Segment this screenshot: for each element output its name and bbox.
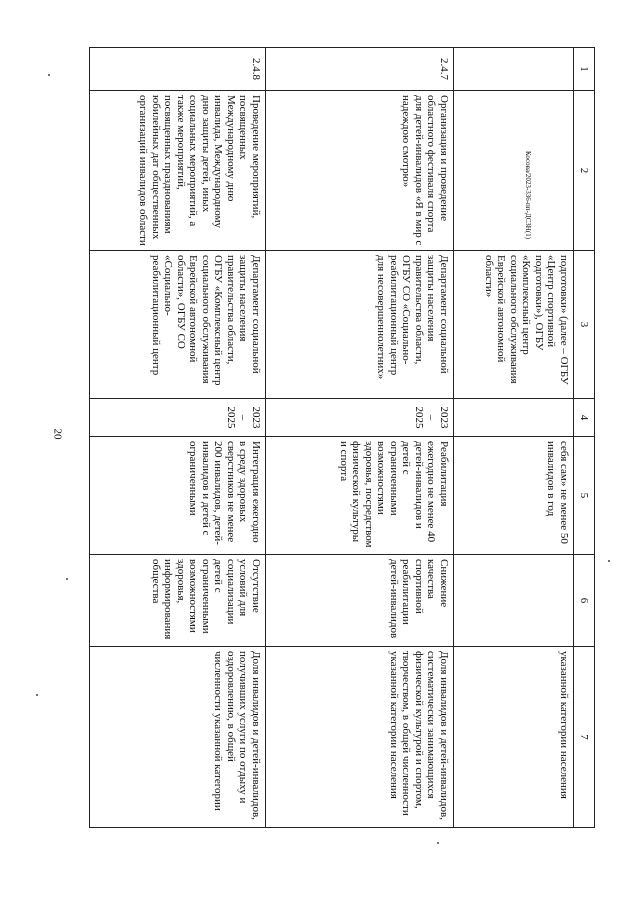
document-code-text: Косова/2023-336-пп-ДСЗН(1) bbox=[524, 151, 532, 240]
scan-speck bbox=[437, 842, 439, 844]
row-number: 2.4.7 bbox=[266, 48, 454, 91]
period bbox=[454, 399, 574, 437]
col-header: 5 bbox=[574, 437, 595, 555]
table-row bbox=[90, 48, 266, 828]
scan-speck bbox=[36, 694, 38, 696]
indicator: указанной категории населения bbox=[454, 647, 574, 828]
indicator: Доля инвалидов и детей-инвалидов, получивших услуги по отдыху и оздоровлению, в общей численности указанной категории bbox=[90, 647, 266, 828]
col-header: 3 bbox=[574, 251, 595, 399]
expected-result: себя сам» не менее 50 инвалидов в год bbox=[454, 437, 574, 555]
measure-name bbox=[454, 91, 574, 251]
rotated-table-wrapper bbox=[93, 47, 595, 827]
row-number: 2.4.8 bbox=[90, 48, 266, 91]
table-stage bbox=[93, 47, 595, 827]
row-number bbox=[454, 48, 574, 91]
period: 2023 – 2025 bbox=[266, 399, 454, 437]
problem: Снижение качества спортивной реабилитации детей-инвалидов bbox=[266, 555, 454, 647]
col-header: 6 bbox=[574, 555, 595, 647]
col-header: 4 bbox=[574, 399, 595, 437]
scan-speck bbox=[48, 74, 50, 76]
measure-name: Организация и проведение областного фестиваля спорта для детей-инвалидов «Я в мир с надеждою смотрю» bbox=[266, 91, 454, 251]
program-table bbox=[89, 47, 595, 828]
page-number: 20 bbox=[51, 428, 64, 440]
scan-speck bbox=[608, 560, 610, 562]
measure-name: Проведение мероприятий, посвященных Международному дню инвалида, Международному дню защиты детей, иных социальных мероприятий, а также мероприятий, посвященных празднованиям юбилейных дат общественных организаций инвалидов области bbox=[90, 91, 266, 251]
executor: Департамент социальной защиты населения правительства области, ОГБУ «Комплексный центр социального обслуживания Еврейской автономной области», ОГБУ СО «Социально-реабилитационный центр bbox=[90, 251, 266, 399]
scan-speck bbox=[66, 578, 68, 580]
indicator: Доля инвалидов и детей-инвалидов, систематически занимающихся физической культурой и спортом, творчеством, в общей численности указанной категории населения bbox=[266, 647, 454, 828]
document-code bbox=[524, 151, 613, 240]
table-row bbox=[454, 48, 574, 828]
col-header: 2 bbox=[574, 91, 595, 251]
expected-result: Интеграция ежегодно в среду здоровых сверстников не менее 200 инвалидов, детей-инвалидов и детей с ограниченными bbox=[90, 437, 266, 555]
executor: Департамент социальной защиты населения правительства области, ОГБУ СО «Социально-реабилитационный центр для несовершеннолетних» bbox=[266, 251, 454, 399]
period: 2023 – 2025 bbox=[90, 399, 266, 437]
header-row bbox=[574, 48, 595, 828]
executor: подготовки» (далее – ОГБУ «Центр спортивной подготовки»), ОГБУ «Комплексный центр социального обслуживания Еврейской автономной области» bbox=[454, 251, 574, 399]
col-header: 1 bbox=[574, 48, 595, 91]
col-header: 7 bbox=[574, 647, 595, 828]
problem: Отсутствие условий для социализации детей с ограниченными возможностями здоровья, информирования общества bbox=[90, 555, 266, 647]
problem bbox=[454, 555, 574, 647]
expected-result: Реабилитация ежегодно не менее 40 детей-инвалидов и детей с ограниченными возможностями здоровья, посредством физической культуры и спорта bbox=[266, 437, 454, 555]
table-row bbox=[266, 48, 454, 828]
